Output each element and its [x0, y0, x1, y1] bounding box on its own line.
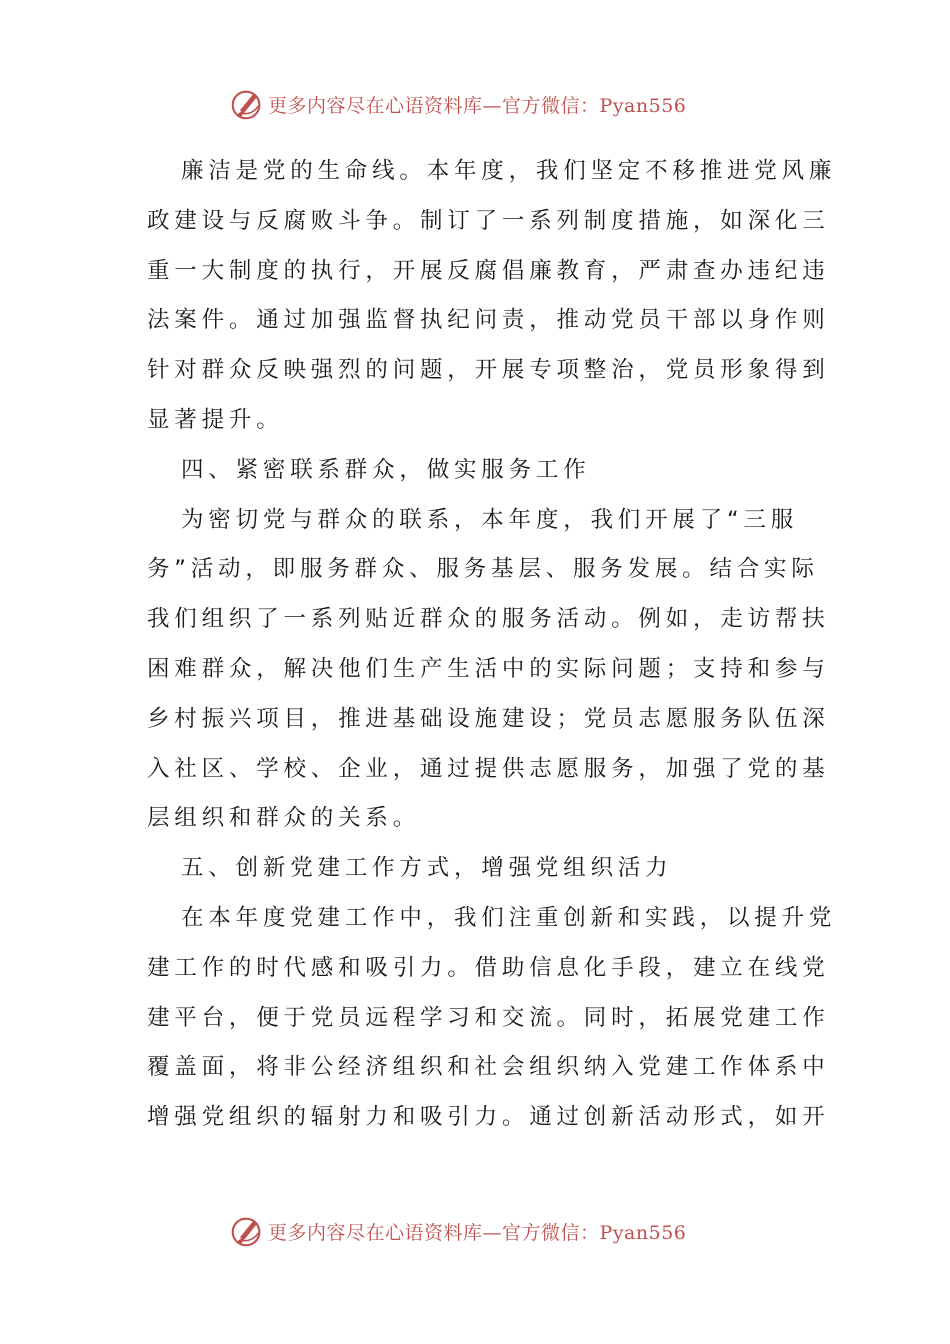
text-line: 显著提升。 — [147, 406, 284, 433]
watermark-site-text: 更多内容尽在心语资料库 — [268, 94, 483, 117]
text-line: 针对群众反映强烈的问题，开展专项整治，党员形象得到 — [147, 357, 830, 384]
text-line: 法案件。通过加强监督执纪问责，推动党员干部以身作则 — [147, 307, 830, 334]
text-line: 建工作的时代感和吸引力。借助信息化手段，建立在线党 — [147, 954, 830, 981]
watermark-dash: — — [482, 1221, 503, 1244]
pen-in-circle-icon — [228, 1212, 266, 1250]
text-line: 入社区、学校、企业，通过提供志愿服务，加强了党的基 — [147, 755, 830, 782]
footer-watermark — [228, 1211, 686, 1251]
watermark-text — [268, 1218, 686, 1245]
text-line: 为密切党与群众的联系，本年度，我们开展了“三服 — [181, 506, 799, 533]
text-line: 我们组织了一系列贴近群众的服务活动。例如，走访帮扶 — [147, 606, 830, 633]
watermark-wechat-id: Pyan556 — [599, 94, 687, 117]
text-line: 覆盖面，将非公经济组织和社会组织纳入党建工作体系中 — [147, 1054, 830, 1081]
body-text — [147, 147, 837, 1143]
text-line: 政建设与反腐败斗争。制订了一系列制度措施，如深化三 — [147, 207, 830, 234]
text-line: 层组织和群众的关系。 — [147, 805, 421, 832]
watermark-wechat-label: 官方微信： — [502, 1221, 600, 1244]
header-watermark — [228, 84, 686, 124]
watermark-dash: — — [482, 94, 503, 117]
text-line: 建平台，便于党员远程学习和交流。同时，拓展党建工作 — [147, 1004, 830, 1031]
watermark-wechat-id: Pyan556 — [599, 1221, 687, 1244]
text-line: 重一大制度的执行，开展反腐倡廉教育，严肃查办违纪违 — [147, 257, 830, 284]
text-line: 增强党组织的辐射力和吸引力。通过创新活动形式，如开 — [147, 1104, 830, 1131]
pen-in-circle-icon — [228, 85, 266, 123]
text-line: 困难群众，解决他们生产生活中的实际问题；支持和参与 — [147, 655, 830, 682]
text-line: 在本年度党建工作中，我们注重创新和实践，以提升党 — [181, 904, 837, 931]
section-heading: 五、创新党建工作方式，增强党组织活力 — [181, 855, 673, 882]
section-heading: 四、紧密联系群众，做实服务工作 — [181, 456, 591, 483]
text-line: 务”活动，即服务群众、服务基层、服务发展。结合实际 — [147, 556, 819, 583]
watermark-wechat-label: 官方微信： — [502, 94, 600, 117]
watermark-site-text: 更多内容尽在心语资料库 — [268, 1221, 483, 1244]
watermark-text — [268, 91, 686, 118]
text-line: 廉洁是党的生命线。本年度，我们坚定不移推进党风廉 — [181, 158, 837, 184]
text-line: 乡村振兴项目，推进基础设施建设；党员志愿服务队伍深 — [147, 705, 830, 732]
